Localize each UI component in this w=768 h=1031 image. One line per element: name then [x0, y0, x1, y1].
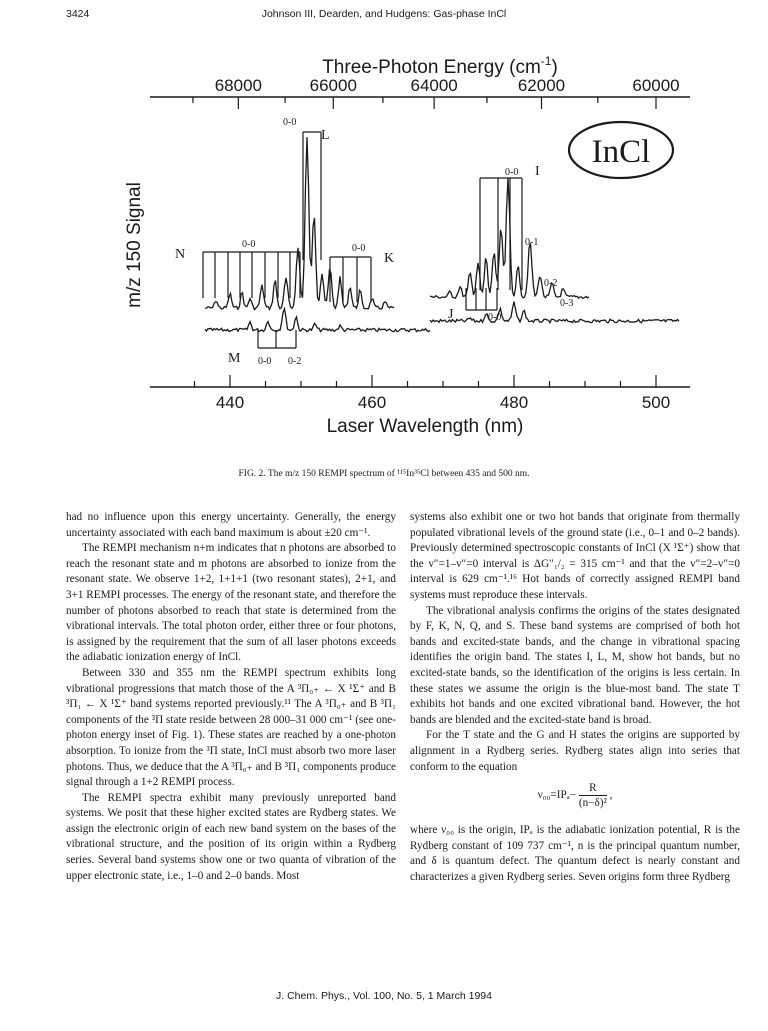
band-label-I-00: 0-0 — [505, 167, 519, 178]
bottom-tick-label: 440 — [215, 393, 245, 412]
paragraph: The vibrational analysis confirms the origins of the states designated by F, K, N, Q, and S. These band systems are comprised of both hot bands and excited-state bands, and the change in vibrational spacing identifies the origin band. The states I, L, M, show hot bands, but no excited-state bands, so the identification of the origins is less certain. In these states we assume the origin is the blue-most band. The state T exhibits hot bands and one excited vibrational band. However, the hot bands are blended and the excited-state band is broad. — [410, 604, 740, 726]
paragraph: had no influence upon this energy uncertainty. Generally, the energy uncertainty associated with each band maximum is about ±20 cm⁻¹. — [66, 511, 396, 539]
equation-tail: , — [609, 789, 613, 802]
paragraph: For the T state and the G and H states the origins are supported by alignment in a Rydberg series. Rydberg states align into series that conform to the equation — [410, 729, 740, 773]
equation-lhs: ν₀₀=IPₐ− — [537, 789, 577, 802]
top-tick-label: 64000 — [410, 76, 458, 95]
paragraph: The REMPI mechanism n+m indicates that n photons are absorbed to reach the resonant state and m photons are absorbed to ionize from the resonant state. We observe 1+2, 1+1+1 (two resonant states), 2+1, and 3+1 REMPI processes. The energy of the resonant state, and therefore the number of photons absorbed to reach that state is determined from the vibrational intervals. The total photon order, either three or four photons, is assigned by the requirement that the sum of all laser photons exceeds the adiabatic ionization energy of InCl. — [66, 542, 396, 664]
spectrum-trace-right-lower — [430, 302, 679, 323]
band-label-N: N — [175, 247, 186, 262]
bottom-tick-label: 460 — [357, 393, 387, 412]
paragraph: The REMPI spectra exhibit many previously unreported band systems. We posit that these higher excited states are Rydberg states. We assign the electronic origin of each new band system on the bases of the vibrational structure, and the position of its origin within a Rydberg series. Several band systems show one or two quanta of vibration of the upper electronic state, i.e., 1–0 and 2–0 bands. Most — [66, 791, 396, 882]
paragraph: where ν₀₀ is the origin, IPₐ is the adiabatic ionization potential, R is the Rydberg constant of 109 737 cm⁻¹, n is the principal quantum number, and δ is quantum defect. The quantum defect is nearly constant and characterizes a given Rydberg series. Seven origins form three Rydberg — [410, 824, 740, 883]
band-label-L: L — [321, 128, 330, 143]
band-label-N-00: 0-0 — [242, 239, 256, 250]
band-label-J: J — [448, 307, 454, 322]
band-label-I-03: 0-3 — [560, 298, 574, 309]
page-number: 3424 — [66, 8, 90, 20]
figure-caption: FIG. 2. The m/z 150 REMPI spectrum of ¹¹⁵In³⁵Cl between 435 and 500 nm. — [238, 469, 530, 479]
top-tick-label: 66000 — [309, 76, 357, 95]
bottom-tick-label: 480 — [499, 393, 529, 412]
paragraph: systems also exhibit one or two hot bands that originate from thermally populated vibrational levels of the ground state (i.e., 0–1 and 0–2 bands). Previously determined spectroscopic constants of InCl (X ¹Σ⁺) show that the v″=1–v″=0 interval is ΔG″₁/₂ = 315 cm⁻¹ and that the v″=2–v″=0 interval is 629 cm⁻¹.¹⁶ Hot bands of correctly assigned REMPI band systems must reproduce these intervals. — [410, 511, 740, 601]
band-label-I: I — [535, 164, 540, 179]
spectrum-trace-lower — [205, 309, 430, 332]
band-label-M: M — [228, 351, 241, 366]
band-label-L-00: 0-0 — [283, 117, 297, 128]
running-head: Johnson III, Dearden, and Hudgens: Gas-phase InCl — [261, 8, 507, 20]
top-tick-label: 60000 — [632, 76, 680, 95]
top-tick-label: 62000 — [517, 76, 566, 95]
band-label-M-00: 0-0 — [258, 356, 272, 367]
top-tick-label: 68000 — [214, 76, 262, 95]
equation-fraction — [579, 781, 607, 810]
paragraph: Between 330 and 355 nm the REMPI spectrum exhibits long vibrational progressions that match those of the A ³Π₀₊ ← X ¹Σ⁺ and B ³Π₁ ← X ¹Σ⁺ band systems reported previously.¹¹ The A ³Π₀₊ and B ³Π₁ components of the ³Π state reside between 28 000–31 000 cm⁻¹ (see one-photon energy inset of Fig. 1). These states are reached by a one-photon absorption. To ionize from the ³Π state, InCl must absorb two more laser photons. Thus, we deduce that the A ³Π₀₊ and B ³Π₁ components produce signal through a 1+2 REMPI process. — [66, 666, 396, 789]
band-label-J-00: 0-0 — [488, 312, 502, 323]
bottom-axis-title: Laser Wavelength (nm) — [326, 416, 524, 437]
equation-numerator: R — [579, 781, 607, 796]
y-axis-title: m/z 150 Signal — [124, 182, 145, 308]
bottom-tick-label: 500 — [641, 393, 671, 412]
right-column — [410, 510, 740, 885]
top-axis-title: Three-Photon Energy $(cm^{-1})$ — [322, 54, 558, 78]
band-label-K-00: 0-0 — [352, 243, 366, 254]
band-label-M-02: 0-2 — [288, 356, 302, 367]
left-column — [66, 510, 396, 884]
journal-footer: J. Chem. Phys., Vol. 100, No. 5, 1 March 1994 — [276, 990, 492, 1002]
band-label-I-01: 0-1 — [525, 237, 539, 248]
rempi-spectrum-figure — [0, 0, 768, 460]
band-label-K: K — [384, 251, 395, 266]
band-label-I-02: 0-2 — [544, 278, 558, 289]
rydberg-equation — [410, 781, 740, 817]
molecule-label: InCl — [591, 134, 651, 170]
equation-denominator: (n−δ)² — [578, 797, 607, 810]
